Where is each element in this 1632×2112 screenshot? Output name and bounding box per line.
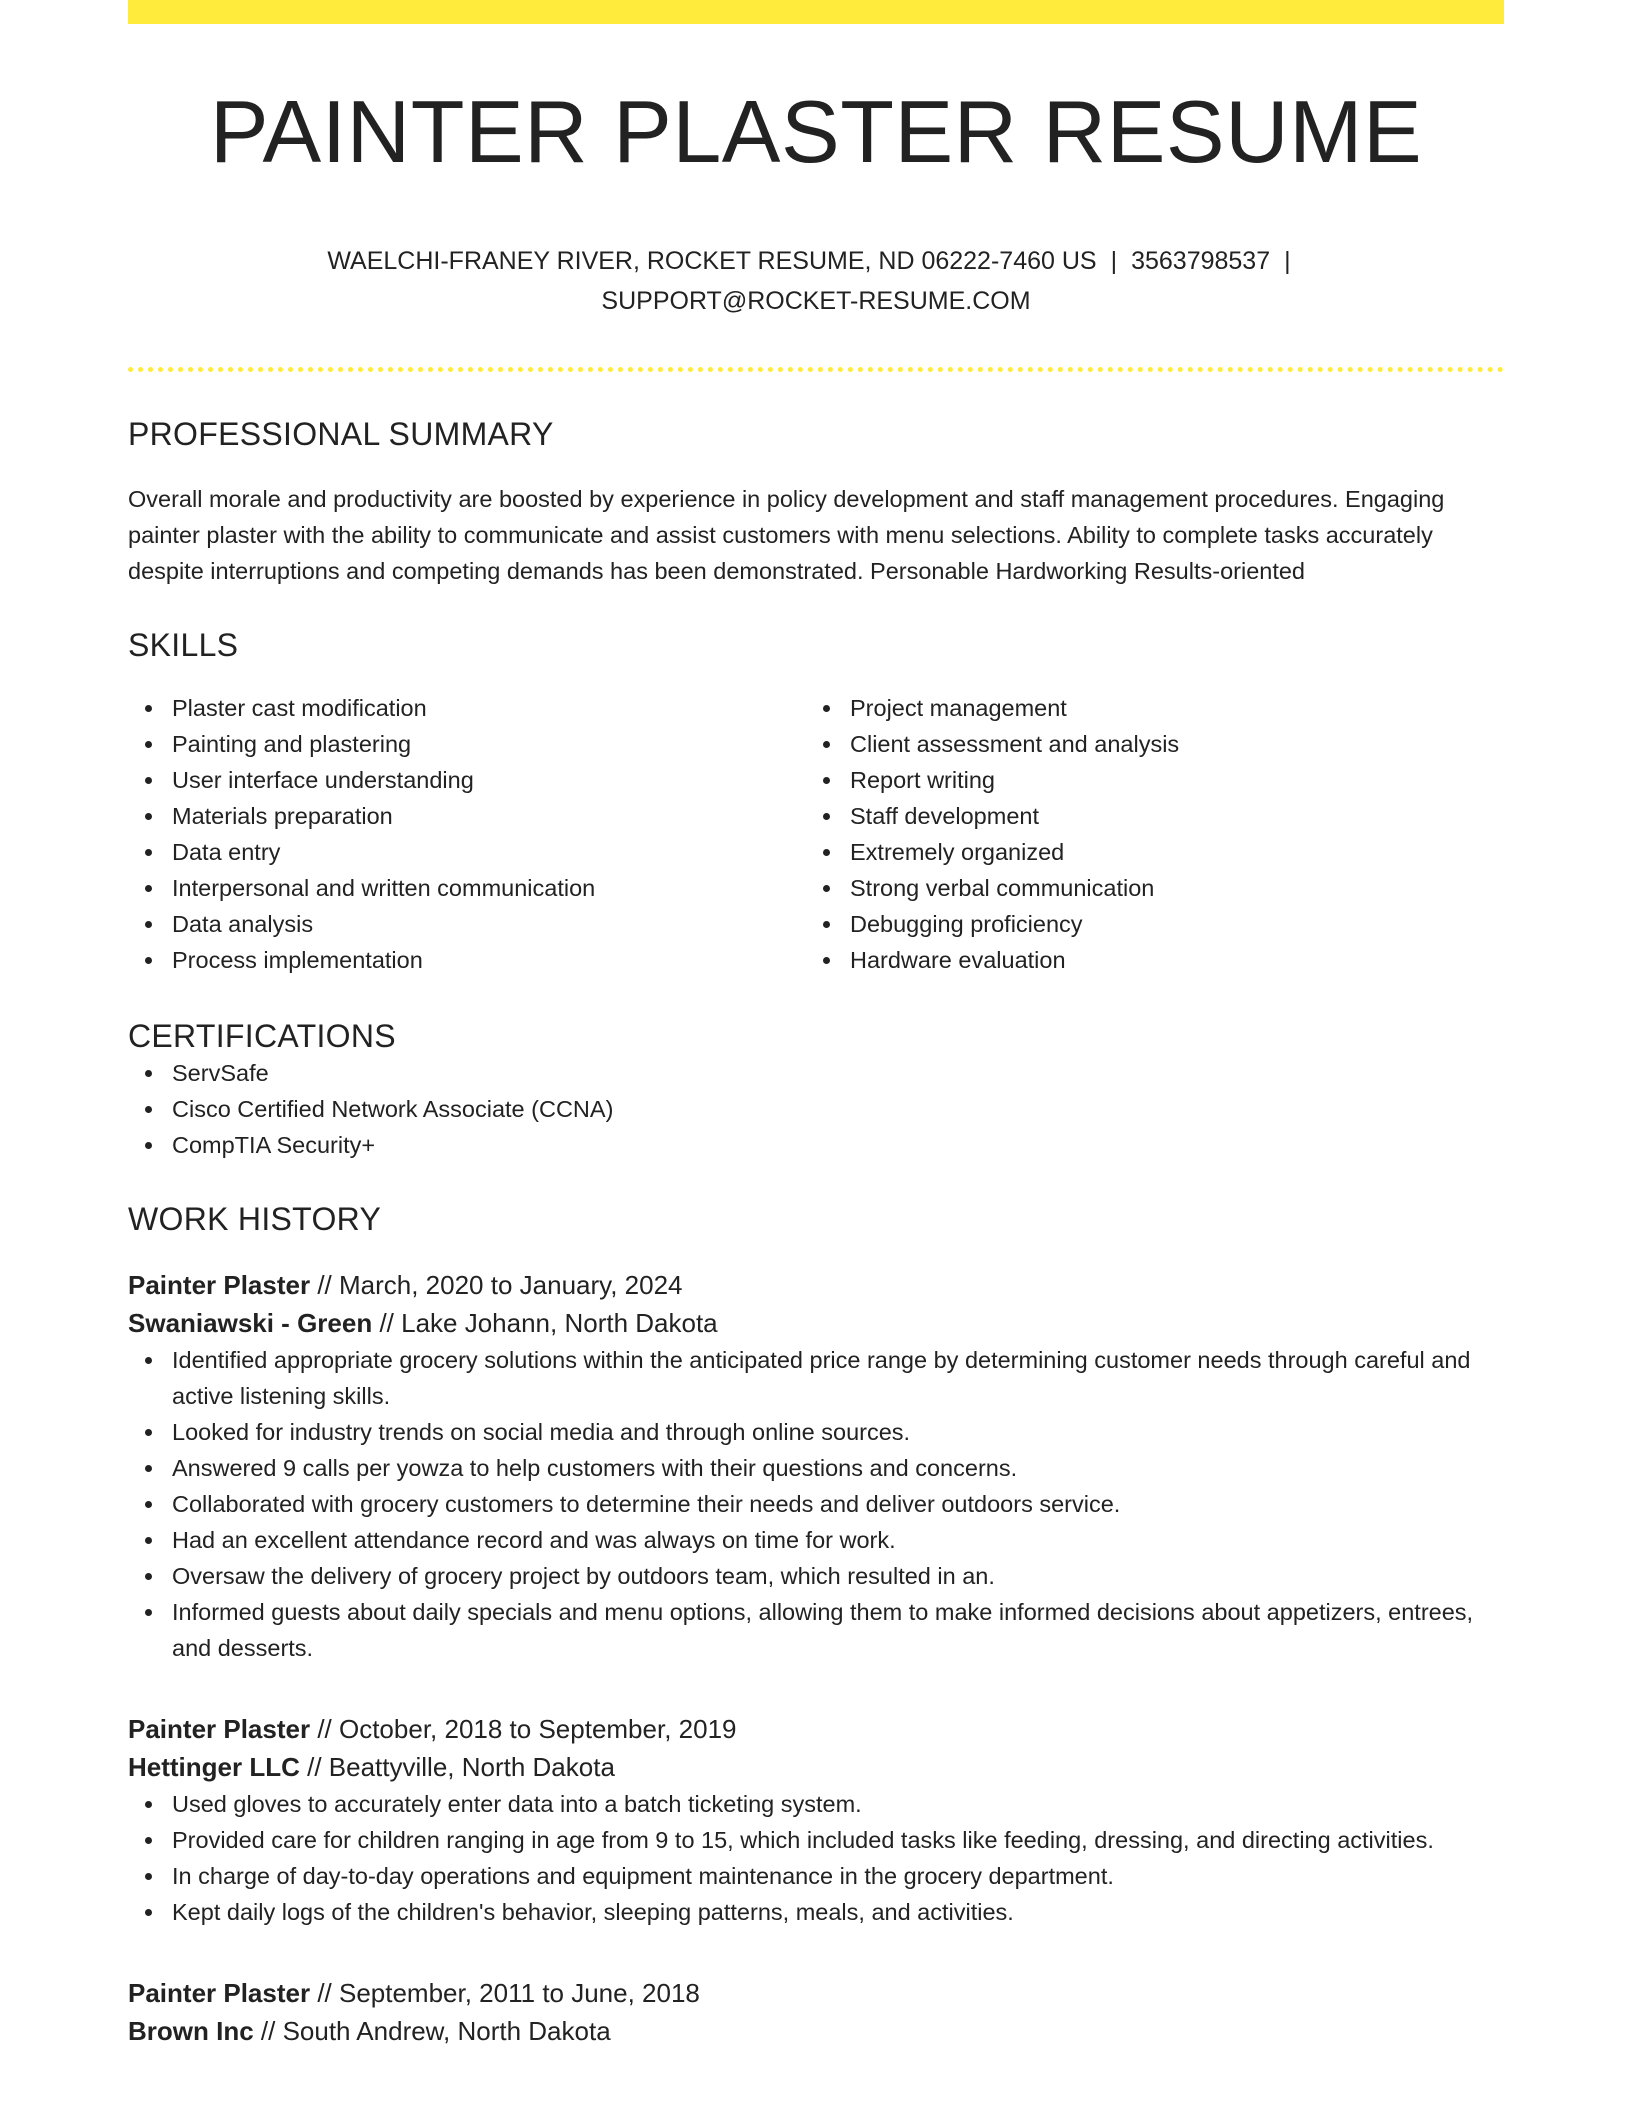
job-title: Painter Plaster: [128, 1977, 311, 2008]
job-duties-list: [128, 1342, 1504, 1666]
skill-item: Plaster cast modification: [128, 690, 806, 726]
skill-item: Report writing: [806, 762, 1484, 798]
dotted-divider: [128, 367, 1504, 372]
contact-info: [128, 241, 1504, 321]
job-duty-item: Used gloves to accurately enter data into a batch ticketing system.: [128, 1786, 1504, 1822]
job-company-line: [128, 2012, 1504, 2050]
phone: 3563798537: [1131, 246, 1271, 275]
job-dates: // September, 2011 to June, 2018: [310, 1977, 700, 2008]
skill-item: Data entry: [128, 834, 806, 870]
job-duty-item: Provided care for children ranging in age from 9 to 15, which included tasks like feeding, dressing, and directing activities.: [128, 1822, 1504, 1858]
company-name: Swaniawski - Green: [128, 1307, 373, 1338]
company-location: // South Andrew, North Dakota: [253, 2015, 611, 2046]
separator: |: [1110, 246, 1118, 275]
skill-item: Painting and plastering: [128, 726, 806, 762]
certification-item: ServSafe: [128, 1055, 1504, 1091]
job-dates: // March, 2020 to January, 2024: [310, 1269, 683, 1300]
job-duty-item: Kept daily logs of the children's behavior, sleeping patterns, meals, and activities.: [128, 1894, 1504, 1930]
section-heading: SKILLS: [128, 626, 239, 663]
job-duties-list: [128, 1786, 1504, 1930]
skills-list-left: [128, 690, 806, 978]
summary-text: Overall morale and productivity are boosted by experience in policy development and staff management procedures. Engaging painter plaster with the ability to communicate and assist customers with menu selections. Ability to complete tasks accurately despite interruptions and competing demands has been demonstrated. Personable Hardworking Results-oriented: [128, 485, 1445, 584]
resume-page: [128, 0, 1504, 2050]
company-location: // Beattyville, North Dakota: [299, 1751, 615, 1782]
job-duty-item: Looked for industry trends on social media and through online sources.: [128, 1414, 1504, 1450]
job-duty-item: Oversaw the delivery of grocery project by outdoors team, which resulted in an.: [128, 1558, 1504, 1594]
job-company-line: [128, 1748, 1504, 1786]
job-duty-item: In charge of day-to-day operations and equipment maintenance in the grocery department.: [128, 1858, 1504, 1894]
job-entry: [128, 1710, 1504, 1930]
section-heading: PROFESSIONAL SUMMARY: [128, 415, 554, 452]
certifications-list: [128, 1055, 1504, 1163]
skill-item: Process implementation: [128, 942, 806, 978]
company-name: Hettinger LLC: [128, 1751, 300, 1782]
certification-item: Cisco Certified Network Associate (CCNA): [128, 1091, 1504, 1127]
separator: |: [1284, 246, 1291, 275]
address: WAELCHI-FRANEY RIVER, ROCKET RESUME, ND 06222-7460 US: [327, 246, 1097, 275]
skill-item: Data analysis: [128, 906, 806, 942]
skills-column-left: [128, 690, 806, 978]
certification-item: CompTIA Security+: [128, 1127, 1504, 1163]
skill-item: Extremely organized: [806, 834, 1484, 870]
contact-line-2: [128, 281, 1504, 321]
job-duty-item: Informed guests about daily specials and menu options, allowing them to make informed decisions about appetizers, entrees, and desserts.: [128, 1594, 1504, 1666]
skill-item: Client assessment and analysis: [806, 726, 1484, 762]
skills-list-right: [806, 690, 1484, 978]
section-heading: WORK HISTORY: [128, 1200, 382, 1237]
job-duty-item: Answered 9 calls per yowza to help customers with their questions and concerns.: [128, 1450, 1504, 1486]
page-title: PAINTER PLASTER RESUME: [209, 82, 1423, 181]
job-title: Painter Plaster: [128, 1713, 311, 1744]
job-title-line: [128, 1710, 1504, 1748]
job-entry: [128, 1974, 1504, 2050]
email: SUPPORT@ROCKET-RESUME.COM: [601, 286, 1031, 315]
skill-item: Hardware evaluation: [806, 942, 1484, 978]
skill-item: Strong verbal communication: [806, 870, 1484, 906]
job-entry: [128, 1266, 1504, 1666]
top-accent-bar: [128, 0, 1504, 24]
company-name: Brown Inc: [128, 2015, 254, 2046]
company-location: // Lake Johann, North Dakota: [372, 1307, 718, 1338]
skill-item: Debugging proficiency: [806, 906, 1484, 942]
skill-item: Project management: [806, 690, 1484, 726]
skill-item: Materials preparation: [128, 798, 806, 834]
skills-section: [128, 627, 1504, 978]
job-duty-item: Identified appropriate grocery solutions within the anticipated price range by determining customer needs through careful and active listening skills.: [128, 1342, 1504, 1414]
skills-grid: [128, 690, 1504, 978]
job-dates: // October, 2018 to September, 2019: [310, 1713, 737, 1744]
job-title-line: [128, 1266, 1504, 1304]
work-history-section: [128, 1201, 1504, 2050]
skill-item: User interface understanding: [128, 762, 806, 798]
skills-column-right: [806, 690, 1484, 978]
job-duty-item: Collaborated with grocery customers to determine their needs and deliver outdoors service.: [128, 1486, 1504, 1522]
job-company-line: [128, 1304, 1504, 1342]
skill-item: Staff development: [806, 798, 1484, 834]
job-duty-item: Had an excellent attendance record and was always on time for work.: [128, 1522, 1504, 1558]
skill-item: Interpersonal and written communication: [128, 870, 806, 906]
professional-summary-section: [128, 416, 1504, 589]
job-title-line: [128, 1974, 1504, 2012]
contact-line-1: [128, 241, 1504, 281]
certifications-section: [128, 1018, 1504, 1163]
section-heading: CERTIFICATIONS: [128, 1017, 396, 1054]
job-title: Painter Plaster: [128, 1269, 311, 1300]
